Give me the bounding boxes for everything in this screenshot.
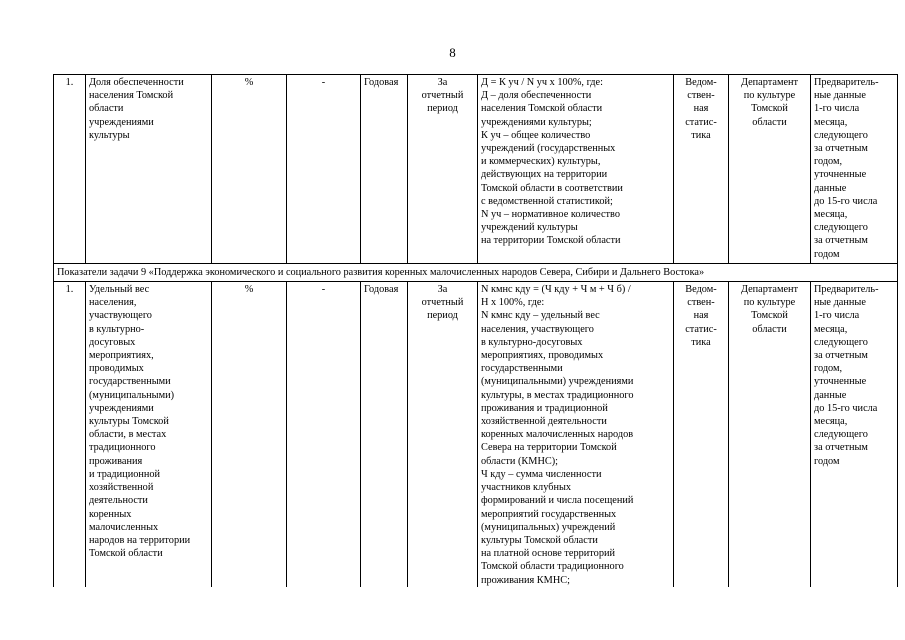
formula-cell: N кмнс кду = (Ч кду + Ч м + Ч б) / Н х 100%, где: N кмнс кду – удельный вес населения, участвующего в культурно-досуговых мероприятиях, проводимых государственными (муниципальными) учреждениями культуры, в местах традиционного проживания и традиционной хозяйственной деятельности коренных малочисленных народов Севера на территории Томской области (КМНС); Ч кду – сумма численности участников клубных формирований и числа посещений мероприятий государственных (муниципальных) учреждений культуры Томской области на платной основе территорий Томской области традиционного проживания КМНС; bbox=[478, 282, 674, 587]
formula-cell: Д = К уч / N уч х 100%, где: Д – доля обеспеченности населения Томской области учреждениями культуры; К уч – общее количество учреждений (государственных и коммерческих) культуры, действующих на территории Томской области в соответствии с ведомственной статистикой; N уч – нормативное количество учреждений культуры на территории Томской области bbox=[478, 75, 674, 264]
row-number: 1. bbox=[54, 282, 86, 587]
deadline-cell: Предваритель- ные данные 1-го числа месяца, следующего за отчетным годом, уточненные данные до 15-го числа месяца, следующего за отчетным годом bbox=[811, 282, 898, 587]
unit-cell: % bbox=[212, 75, 287, 264]
responsible-cell: Департамент по культуре Томской области bbox=[729, 282, 811, 587]
indicator-name: Доля обеспеченности населения Томской области учреждениями культуры bbox=[86, 75, 212, 264]
section-header: Показатели задачи 9 «Поддержка экономического и социального развития коренных малочисленных народов Севера, Сибири и Дальнего Востока» bbox=[54, 263, 898, 281]
indicators-table bbox=[53, 74, 898, 587]
indicator-name: Удельный вес населения, участвующего в культурно- досуговых мероприятиях, проводимых государственными (муниципальными) учреждениями культуры Томской области, в местах традиционного проживания и традиционной хозяйственной деятельности коренных малочисленных народов на территории Томской области bbox=[86, 282, 212, 587]
responsible-cell: Департамент по культуре Томской области bbox=[729, 75, 811, 264]
direction-cell: - bbox=[287, 282, 361, 587]
direction-cell: - bbox=[287, 75, 361, 264]
data-source-cell: Ведом- ствен- ная статис- тика bbox=[674, 282, 729, 587]
row-number: 1. bbox=[54, 75, 86, 264]
table-row bbox=[54, 282, 898, 587]
periodicity-cell: Годовая bbox=[361, 282, 408, 587]
unit-cell: % bbox=[212, 282, 287, 587]
data-source-cell: Ведом- ствен- ная статис- тика bbox=[674, 75, 729, 264]
section-header-row bbox=[54, 263, 898, 281]
time-characteristic-cell: За отчетный период bbox=[408, 75, 478, 264]
page-number: 8 bbox=[449, 45, 456, 60]
periodicity-cell: Годовая bbox=[361, 75, 408, 264]
table-row bbox=[54, 75, 898, 264]
deadline-cell: Предваритель- ные данные 1-го числа месяца, следующего за отчетным годом, уточненные данные до 15-го числа месяца, следующего за отчетным годом bbox=[811, 75, 898, 264]
time-characteristic-cell: За отчетный период bbox=[408, 282, 478, 587]
